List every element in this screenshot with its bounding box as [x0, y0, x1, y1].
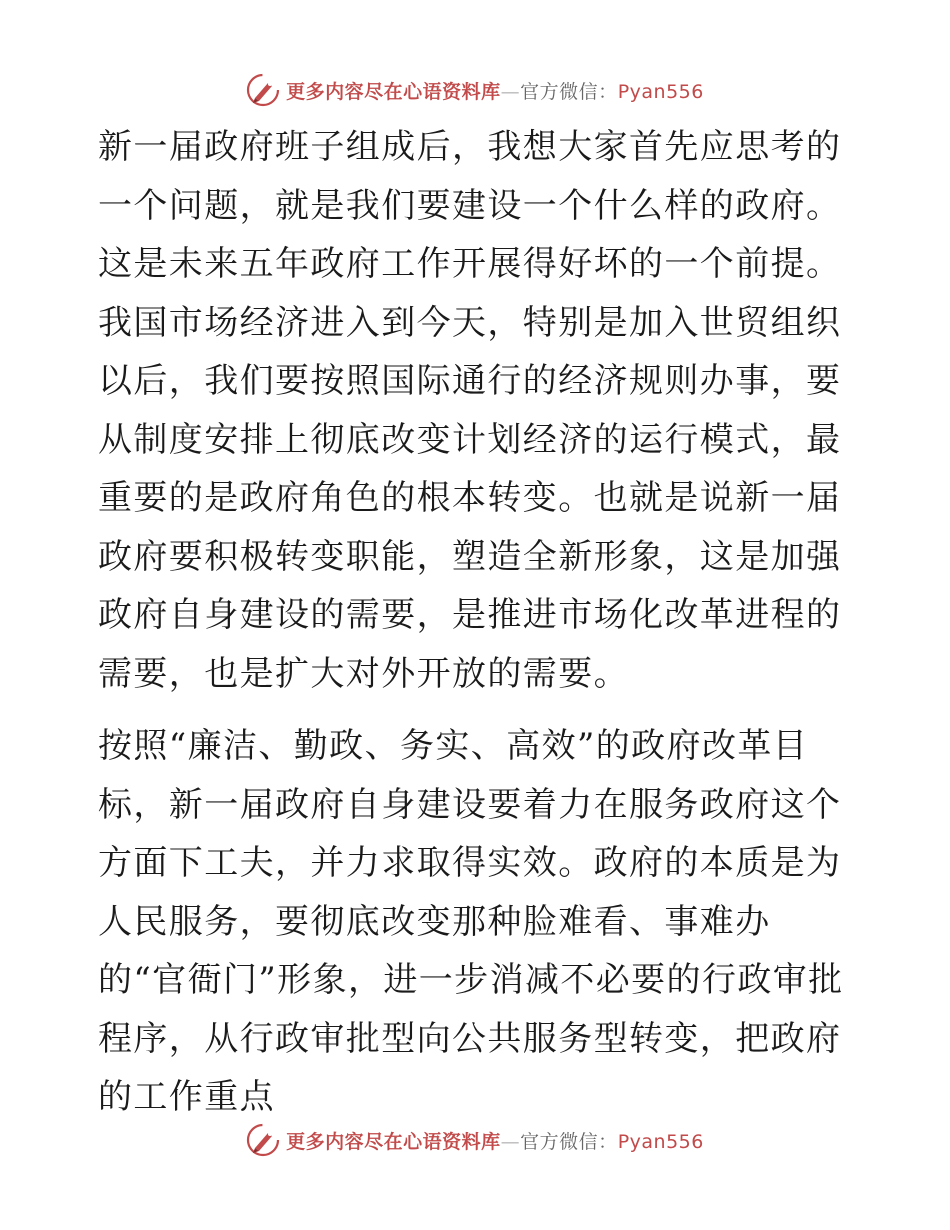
header-banner-main: 更多内容尽在心语资料库	[286, 80, 501, 103]
header-banner-text	[286, 77, 704, 104]
footer-banner-wechat-label: 官方微信：	[520, 1130, 618, 1153]
footer-banner-main: 更多内容尽在心语资料库	[286, 1130, 501, 1153]
footer-banner	[0, 1118, 950, 1162]
header-banner-wechat-label: 官方微信：	[520, 80, 618, 103]
paragraph-2: 按照“廉洁、勤政、务实、高效”的政府改革目标，新一届政府自身建设要着力在服务政府这个方面下工夫，并力求取得实效。政府的本质是为人民服务，要彻底改变那种脸难看、事难办的“官衙门”形象，进一步消减不必要的行政审批程序，从行政审批型向公共服务型转变，把政府的工作重点	[98, 726, 844, 1117]
footer-banner-wechat-id: Pyan556	[617, 1130, 704, 1153]
footer-banner-text	[286, 1127, 704, 1154]
footer-banner-dash: —	[500, 1130, 521, 1153]
header-banner	[0, 68, 950, 112]
header-banner-wechat-id: Pyan556	[617, 80, 704, 103]
document-body	[98, 118, 850, 1127]
header-banner-dash: —	[500, 80, 521, 103]
pen-circle-logo-icon	[246, 73, 280, 107]
pen-circle-logo-icon	[246, 1123, 280, 1157]
paragraph-1: 新一届政府班子组成后，我想大家首先应思考的一个问题，就是我们要建设一个什么样的政府。这是未来五年政府工作开展得好坏的一个前提。我国市场经济进入到今天，特别是加入世贸组织以后，我们要按照国际通行的经济规则办事，要从制度安排上彻底改变计划经济的运行模式，最重要的是政府角色的根本转变。也就是说新一届政府要积极转变职能，塑造全新形象，这是加强政府自身建设的需要，是推进市场化改革进程的需要，也是扩大对外开放的需要。	[98, 127, 842, 694]
